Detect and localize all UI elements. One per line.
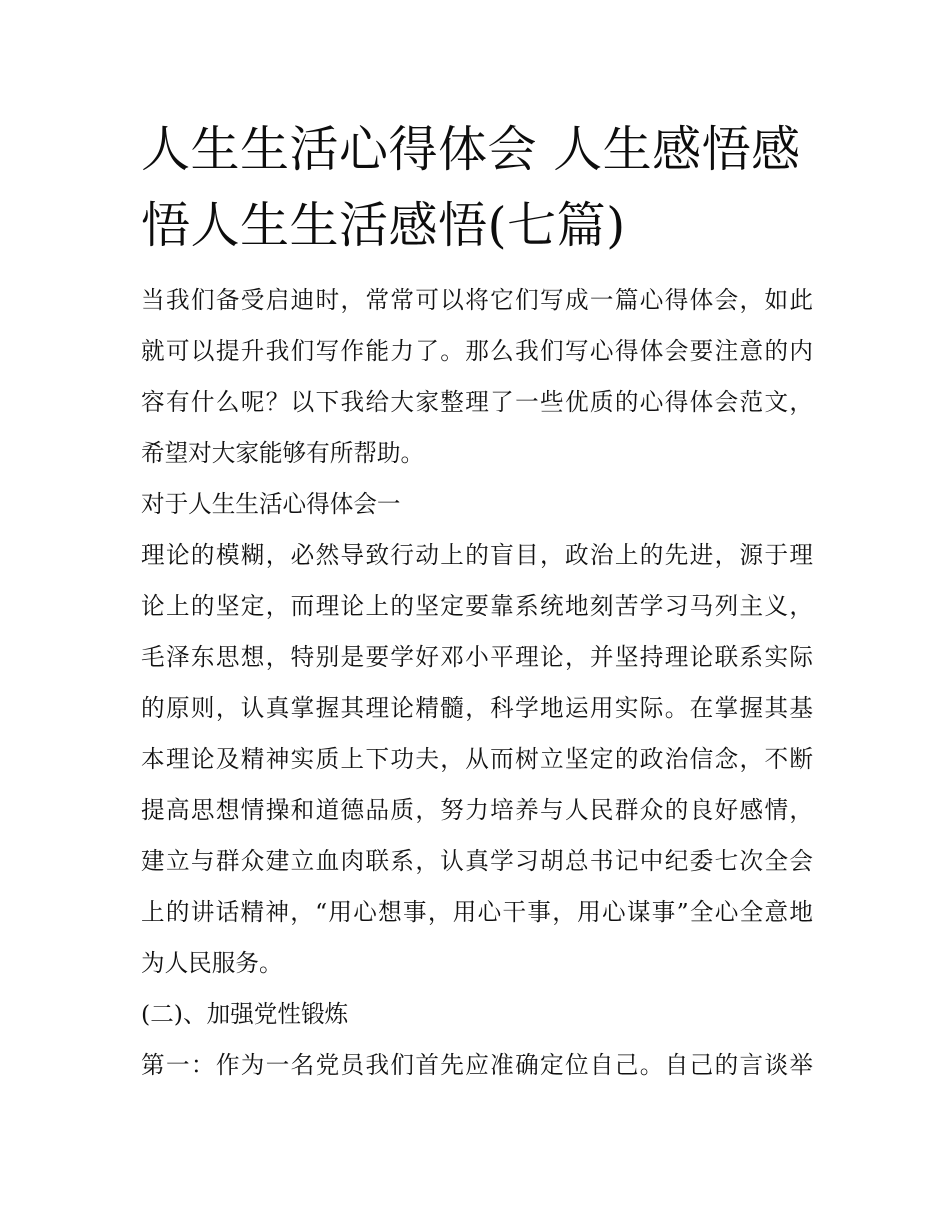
paragraph-line: 理论的模糊，必然导致行动上的盲目，政治上的先进，源于理 [141,541,813,569]
intro-line: 容有什么呢？以下我给大家整理了一些优质的心得体会范文， [141,388,813,416]
subsection-heading: (二)、加强党性锻炼 [141,1000,349,1028]
intro-line: 就可以提升我们写作能力了。那么我们写心得体会要注意的内 [141,337,813,365]
document-content [141,112,813,1091]
paragraph-line: 毛泽东思想，特别是要学好邓小平理论，并坚持理论联系实际 [141,643,813,671]
intro-line: 希望对大家能够有所帮助。 [141,439,425,467]
paragraph-line: 第一：作为一名党员我们首先应准确定位自己。自己的言谈举 [141,1051,813,1079]
document-body [141,275,813,1091]
title-line: 人生生活心得体会 人生感悟感 [141,121,801,178]
document-title [141,112,813,264]
paragraph-line: 论上的坚定，而理论上的坚定要靠系统地刻苦学习马列主义， [141,592,813,620]
paragraph-line: 本理论及精神实质上下功夫，从而树立坚定的政治信念，不断 [141,745,813,773]
paragraph-line: 提高思想情操和道德品质，努力培养与人民群众的良好感情， [141,796,813,824]
paragraph-line: 为人民服务。 [141,949,283,977]
intro-line: 当我们备受启迪时，常常可以将它们写成一篇心得体会，如此 [141,286,813,314]
paragraph-line: 建立与群众建立血肉联系，认真学习胡总书记中纪委七次全会 [141,847,813,875]
paragraph-line: 的原则，认真掌握其理论精髓，科学地运用实际。在掌握其基 [141,694,813,722]
paragraph-line: 上的讲话精神，“用心想事，用心干事，用心谋事”全心全意地 [141,898,813,926]
title-line: 悟人生生活感悟(七篇) [141,197,626,254]
section-heading: 对于人生生活心得体会一 [141,490,401,518]
